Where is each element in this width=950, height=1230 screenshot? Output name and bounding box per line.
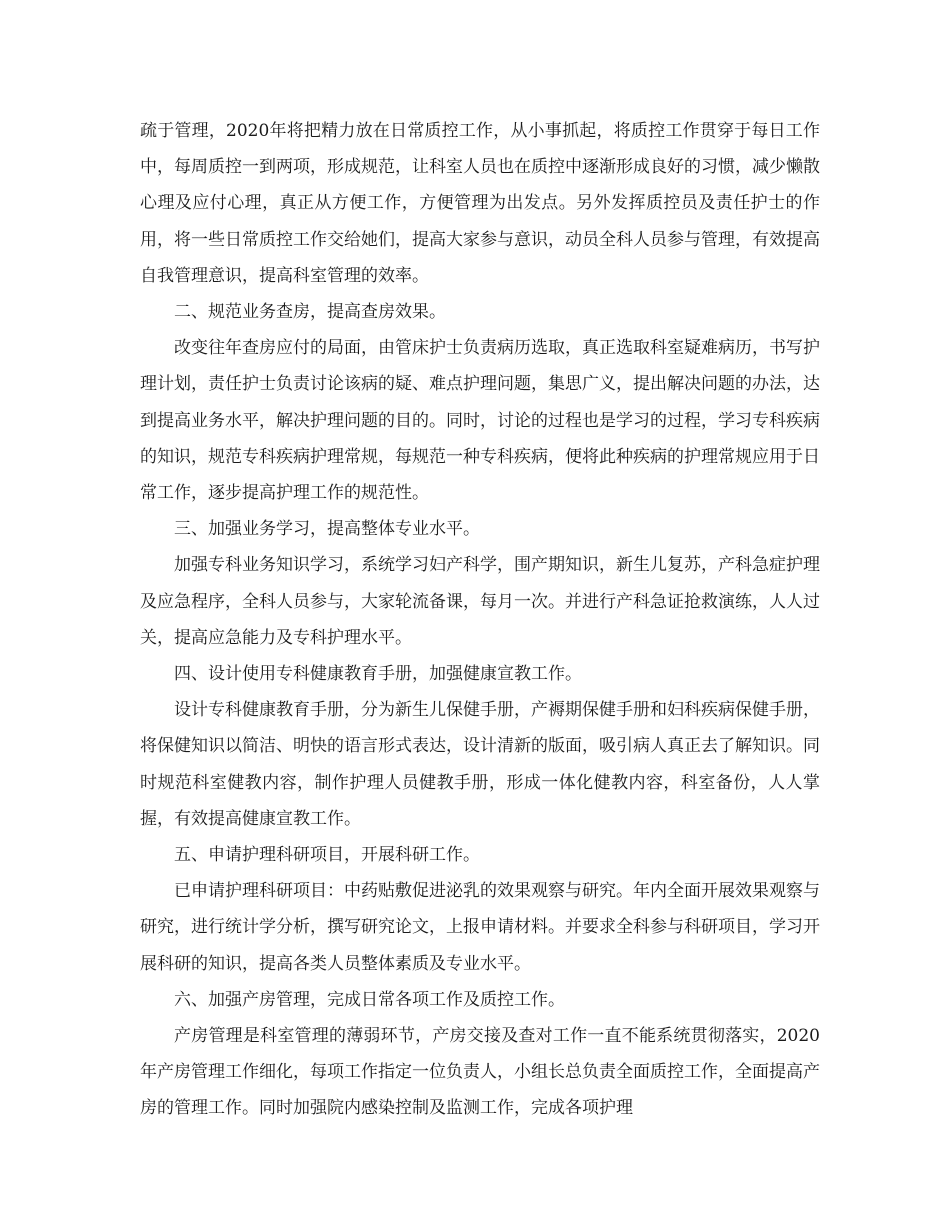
paragraph-health-education: 设计专科健康教育手册，分为新生儿保健手册，产褥期保健手册和妇科疾病保健手册，将保健知识以简洁、明快的语言形式表达，设计清新的版面，吸引病人真正去了解知识。同时规范科室健教内容，制作护理人员健教手册，形成一体化健教内容，科室备份，人人掌握，有效提高健康宣教工作。 bbox=[140, 700, 820, 829]
paragraph-quality-control-continued: 疏于管理，2020年将把精力放在日常质控工作，从小事抓起，将质控工作贯穿于每日工作中，每周质控一到两项，形成规范，让科室人员也在质控中逐渐形成良好的习惯，减少懒散心理及应付心理，真正从方便工作，方便管理为出发点。另外发挥质控员及责任护士的作用，将一些日常质控工作交给她们，提高大家参与意识，动员全科人员参与管理，有效提高自我管理意识，提高科室管理的效率。 bbox=[140, 121, 820, 286]
paragraph-ward-rounds: 改变往年查房应付的局面，由管床护士负责病历选取，真正选取科室疑难病历，书写护理计划，责任护士负责讨论该病的疑、难点护理问题，集思广义，提出解决问题的办法，达到提高业务水平，解决护理问题的目的。同时，讨论的过程也是学习的过程，学习专科疾病的知识，规范专科疾病护理常规，每规范一种专科疾病，便将此种疾病的护理常规应用于日常工作，逐步提高护理工作的规范性。 bbox=[140, 338, 820, 504]
paragraph-delivery-room: 产房管理是科室管理的薄弱环节，产房交接及查对工作一直不能系统贯彻落实，2020年产房管理工作细化，每项工作指定一位负责人，小组长总负责全面质控工作，全面提高产房的管理工作。同时加强院内感染控制及监测工作，完成各项护理 bbox=[140, 1026, 820, 1119]
document-body bbox=[140, 113, 820, 1127]
section-heading-health-education: 四、设计使用专科健康教育手册，加强健康宣教工作。 bbox=[174, 664, 582, 685]
section-heading-research: 五、申请护理科研项目，开展科研工作。 bbox=[174, 845, 480, 866]
section-heading-delivery-room: 六、加强产房管理，完成日常各项工作及质控工作。 bbox=[174, 989, 565, 1010]
paragraph-research: 已申请护理科研项目：中药贴敷促进泌乳的效果观察与研究。年内全面开展效果观察与研究，进行统计学分析，撰写研究论文，上报申请材料。并要求全科参与科研项目，学习开展科研的知识，提高各类人员整体素质及专业水平。 bbox=[140, 881, 820, 974]
paragraph-professional-study: 加强专科业务知识学习，系统学习妇产科学，围产期知识，新生儿复苏，产科急症护理及应急程序，全科人员参与，大家轮流备课，每月一次。并进行产科急证抢救演练，人人过关，提高应急能力及专科护理水平。 bbox=[140, 555, 820, 648]
section-heading-professional-study: 三、加强业务学习，提高整体专业水平。 bbox=[174, 519, 480, 540]
section-heading-ward-rounds: 二、规范业务查房，提高查房效果。 bbox=[174, 302, 446, 323]
